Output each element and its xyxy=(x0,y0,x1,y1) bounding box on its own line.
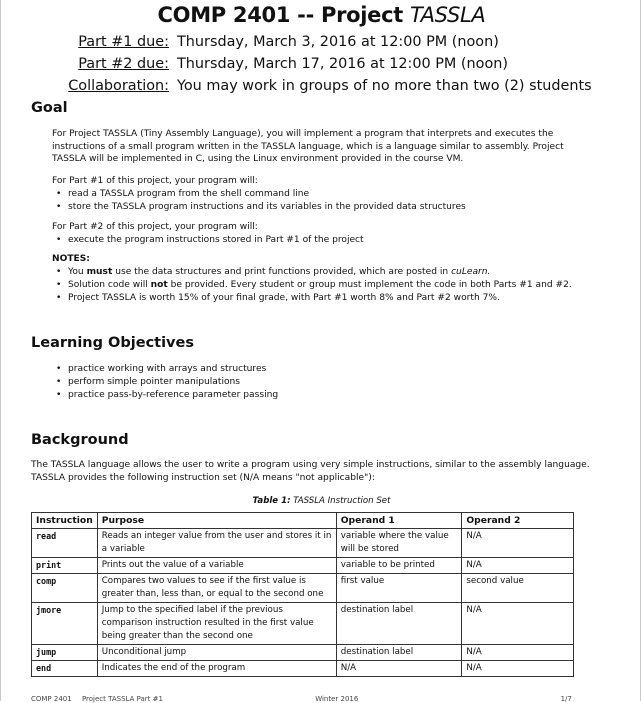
goal-intro-line: For Project TASSLA (Tiny Assembly Language), you will implement a program that interprets and executes the xyxy=(52,129,554,139)
background-line: The TASSLA language allows the user to write a program using very simple instructions, similar to the assembly language. xyxy=(31,460,590,470)
list-item-text: store the TASSLA program instructions and its variables in the provided data structures xyxy=(68,202,466,212)
due-dates-block xyxy=(61,31,592,97)
part1-intro: For Part #1 of this project, your program will: xyxy=(52,176,258,186)
note-link-text: cuLearn. xyxy=(451,267,491,277)
column-header: Purpose xyxy=(97,513,336,529)
list-item: • execute the program instructions stored in Part #1 of the project xyxy=(56,235,364,245)
instruction-set-table xyxy=(31,512,574,677)
operand2-cell: N/A xyxy=(462,558,574,574)
column-header: Operand 2 xyxy=(462,513,574,529)
operand1-cell: destination label xyxy=(336,645,462,661)
title-project-name: TASSLA xyxy=(410,3,486,27)
table-row xyxy=(32,661,574,677)
notes-list xyxy=(56,266,572,305)
part1-list xyxy=(56,188,466,214)
operand2-cell: N/A xyxy=(462,529,574,558)
footer-project: Project TASSLA Part #1 xyxy=(81,695,163,703)
caption-text: TASSLA Instruction Set xyxy=(293,496,391,506)
operand2-cell: second value xyxy=(462,574,574,603)
objectives-list xyxy=(56,363,278,402)
due-row-part1 xyxy=(61,31,592,53)
purpose-cell: Indicates the end of the program xyxy=(97,661,336,677)
purpose-cell: Compares two values to see if the first value is greater than, less than, or equal to the second one xyxy=(97,574,336,603)
instruction-cell: end xyxy=(32,661,98,677)
caption-label: Table 1: xyxy=(252,496,291,506)
list-item-text: read a TASSLA program from the shell command line xyxy=(68,189,310,199)
goal-intro xyxy=(52,128,564,166)
table-row xyxy=(32,558,574,574)
operand1-cell: destination label xyxy=(336,603,462,645)
purpose-cell: Unconditional jump xyxy=(97,645,336,661)
due-row-part2 xyxy=(61,53,592,75)
footer-term: Winter 2016 xyxy=(315,695,359,703)
instruction-cell: jump xyxy=(32,645,98,661)
list-item: • Project TASSLA is worth 15% of your final grade, with Part #1 worth 8% and Part #2 worth 7%. xyxy=(56,293,500,303)
column-header: Operand 1 xyxy=(336,513,462,529)
note-text: be provided. Every student or group must implement the code in both Parts #1 and #2. xyxy=(167,280,572,290)
part2-intro: For Part #2 of this project, your program will: xyxy=(52,222,258,232)
due-value: You may work in groups of no more than two (2) students xyxy=(177,78,592,94)
note-text: Project TASSLA is worth 15% of your final grade, with Part #1 worth 8% and Part #2 worth 7%. xyxy=(68,293,500,303)
note-text: Solution code will xyxy=(68,280,151,290)
purpose-cell: Reads an integer value from the user and stores it in a variable xyxy=(97,529,336,558)
footer-course: COMP 2401 xyxy=(31,695,72,703)
purpose-cell: Jump to the specified label if the previous comparison instruction resulted in the first value being greater than the second one xyxy=(97,603,336,645)
operand1-cell: variable to be printed xyxy=(336,558,462,574)
note-emphasis: must xyxy=(86,267,113,277)
instruction-cell: read xyxy=(32,529,98,558)
background-text xyxy=(31,459,590,484)
list-item: • practice pass-by-reference parameter passing xyxy=(56,390,279,400)
background-line: TASSLA provides the following instruction set (N/A means "not applicable"): xyxy=(31,472,375,483)
operand2-cell: N/A xyxy=(462,661,574,677)
list-item: • You must use the data structures and print functions provided, which are posted in cuLearn. xyxy=(56,267,491,277)
operand2-cell: N/A xyxy=(462,645,574,661)
due-row-collaboration xyxy=(61,75,592,97)
due-value: Thursday, March 3, 2016 at 12:00 PM (noon) xyxy=(177,34,499,50)
operand1-cell: N/A xyxy=(336,661,462,677)
notes-heading: NOTES: xyxy=(52,254,90,264)
due-label: Part #1 due: xyxy=(78,34,169,50)
list-item: • read a TASSLA program from the shell command line xyxy=(56,189,310,199)
goal-heading: Goal xyxy=(31,100,68,116)
list-item-text: execute the program instructions stored in Part #1 of the project xyxy=(68,235,364,245)
note-emphasis: not xyxy=(150,280,168,290)
due-value: Thursday, March 17, 2016 at 12:00 PM (noon) xyxy=(177,56,508,72)
table-row xyxy=(32,574,574,603)
instruction-cell: print xyxy=(32,558,98,574)
due-label: Part #2 due: xyxy=(78,56,169,72)
note-text: use the data structures and print functions provided, which are posted in xyxy=(112,267,452,277)
list-item-text: practice pass-by-reference parameter passing xyxy=(68,390,279,400)
goal-intro-line: instructions of a small program written in the TASSLA language, which is a language similar to assembly. Project xyxy=(52,141,564,152)
list-item: • practice working with arrays and structures xyxy=(56,364,267,374)
instruction-cell: comp xyxy=(32,574,98,603)
list-item: • Solution code will not be provided. Every student or group must implement the code in both Parts #1 and #2. xyxy=(56,280,572,290)
part2-list xyxy=(56,234,364,247)
operand1-cell: first value xyxy=(336,574,462,603)
list-item: • perform simple pointer manipulations xyxy=(56,377,241,387)
footer-page: 1/7 xyxy=(560,695,572,703)
page-footer xyxy=(31,695,572,703)
objectives-heading: Learning Objectives xyxy=(31,335,194,351)
table-row xyxy=(32,645,574,661)
operand1-cell: variable where the value will be stored xyxy=(336,529,462,558)
table-caption xyxy=(1,496,641,506)
background-heading: Background xyxy=(31,432,129,448)
list-item: • store the TASSLA program instructions and its variables in the provided data structures xyxy=(56,202,466,212)
instruction-cell: jmore xyxy=(32,603,98,645)
purpose-cell: Prints out the value of a variable xyxy=(97,558,336,574)
column-header: Instruction xyxy=(32,513,98,529)
note-text: You xyxy=(68,267,87,277)
list-item-text: perform simple pointer manipulations xyxy=(68,377,241,387)
list-item-text: practice working with arrays and structures xyxy=(68,364,267,374)
due-label: Collaboration: xyxy=(68,78,169,94)
operand2-cell: N/A xyxy=(462,603,574,645)
document-title xyxy=(1,3,641,27)
goal-intro-line: TASSLA will be implemented in C, using the Linux environment provided in the course VM. xyxy=(52,154,464,164)
table-row xyxy=(32,603,574,645)
table-row xyxy=(32,529,574,558)
table-header-row xyxy=(32,513,574,529)
title-main: COMP 2401 -- Project xyxy=(157,3,403,27)
